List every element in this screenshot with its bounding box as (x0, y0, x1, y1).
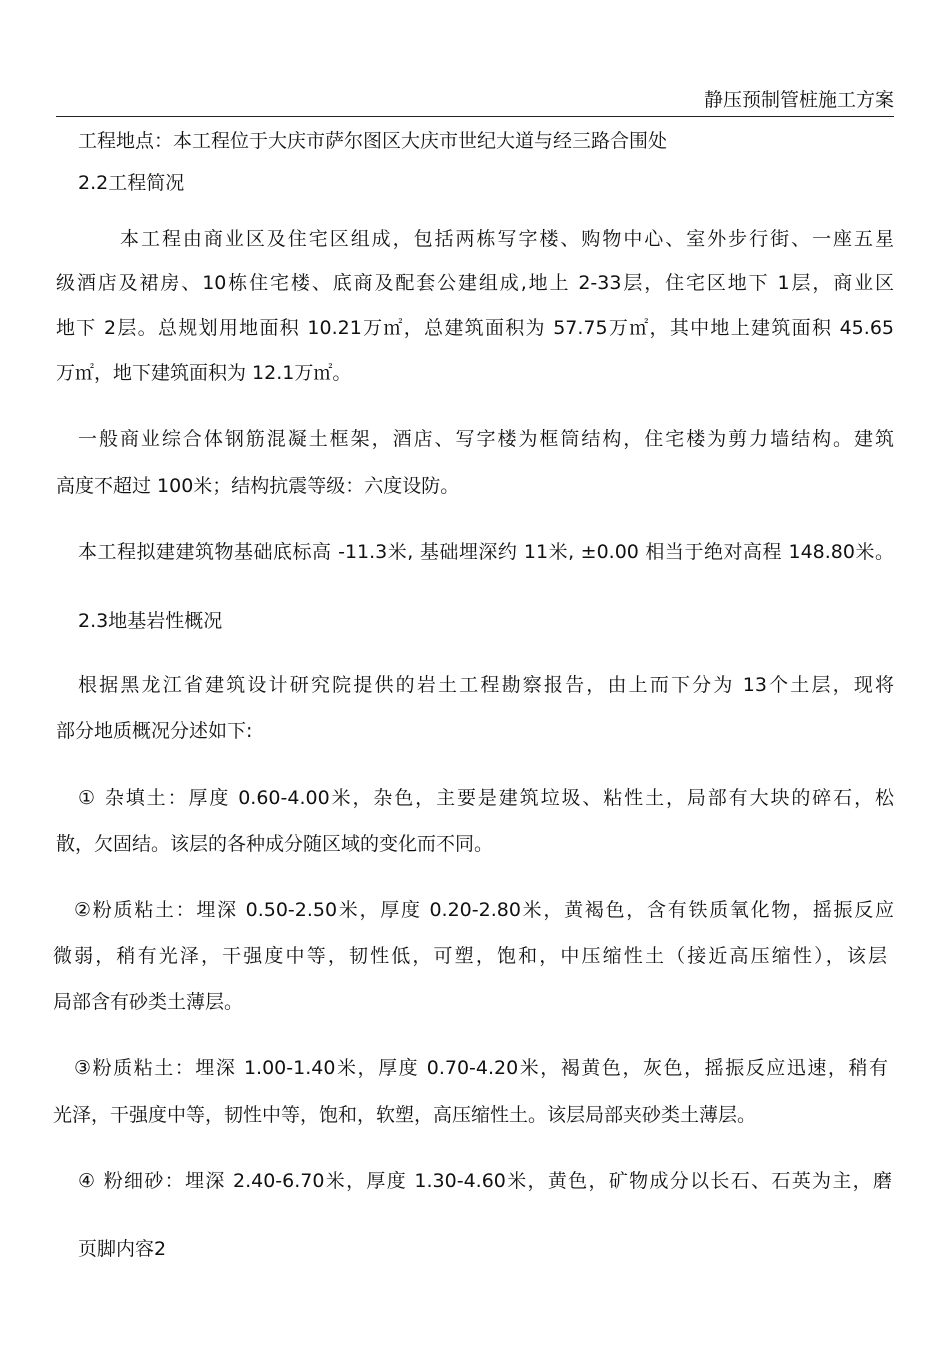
paragraph-line: 级酒店及裙房、10栋住宅楼、底商及配套公建组成,地上 2-33层，住宅区地下 1层，商业区 (56, 272, 894, 294)
page-footer: 页脚内容2 (78, 1238, 167, 1260)
paragraph-line: 高度不超过 100米；结构抗震等级：六度设防。 (56, 475, 460, 497)
paragraph-line: 根据黑龙江省建筑设计研究院提供的岩土工程勘察报告，由上而下分为 13个土层，现将 (78, 674, 894, 696)
soil-layer-3-line: ③粉质粘土：埋深 1.00-1.40米，厚度 0.70-4.20米，褐黄色，灰色，摇振反应迅速，稍有 (74, 1057, 888, 1079)
section-heading-2-3: 2.3地基岩性概况 (78, 610, 223, 632)
soil-layer-2-line: 局部含有砂类土薄层。 (53, 991, 244, 1013)
paragraph-line: 本工程拟建建筑物基础底标高 -11.3米, 基础埋深约 11米, ±0.00 相当于绝对高程 148.80米。 (78, 541, 894, 563)
paragraph-line: 万㎡，地下建筑面积为 12.1万㎡。 (56, 362, 352, 384)
soil-layer-4-line: ④ 粉细砂：埋深 2.40-6.70米，厚度 1.30-4.60米，黄色，矿物成分以长石、石英为主，磨 (78, 1170, 892, 1192)
page-header-title: 静压预制管桩施工方案 (703, 89, 894, 111)
paragraph-line: 一般商业综合体钢筋混凝土框架，酒店、写字楼为框筒结构，住宅楼为剪力墙结构。建筑 (78, 428, 894, 450)
project-location: 工程地点：本工程位于大庆市萨尔图区大庆市世纪大道与经三路合围处 (78, 130, 668, 152)
section-heading-2-2: 2.2工程简况 (78, 172, 185, 194)
soil-layer-2-line: 微弱，稍有光泽，干强度中等，韧性低，可塑，饱和，中压缩性土（接近高压缩性），该层 (53, 945, 887, 967)
paragraph-line: 地下 2层。总规划用地面积 10.21万㎡，总建筑面积为 57.75万㎡，其中地上建筑面积 45.65 (56, 317, 894, 339)
soil-layer-2-line: ②粉质粘土：埋深 0.50-2.50米，厚度 0.20-2.80米，黄褐色，含有铁质氧化物，摇振反应 (74, 899, 894, 921)
soil-layer-3-line: 光泽，干强度中等，韧性中等，饱和，软塑，高压缩性土。该层局部夹砂类土薄层。 (53, 1104, 757, 1126)
header-rule (56, 116, 894, 117)
paragraph-line: 本工程由商业区及住宅区组成，包括两栋写字楼、购物中心、室外步行街、一座五星 (120, 228, 894, 250)
soil-layer-1-line: ① 杂填土：厚度 0.60-4.00米，杂色，主要是建筑垃圾、粘性土，局部有大块的碎石，松 (78, 787, 894, 809)
paragraph-line: 部分地质概况分述如下: (56, 720, 253, 742)
soil-layer-1-line: 散，欠固结。该层的各种成分随区域的变化而不同。 (56, 833, 494, 855)
